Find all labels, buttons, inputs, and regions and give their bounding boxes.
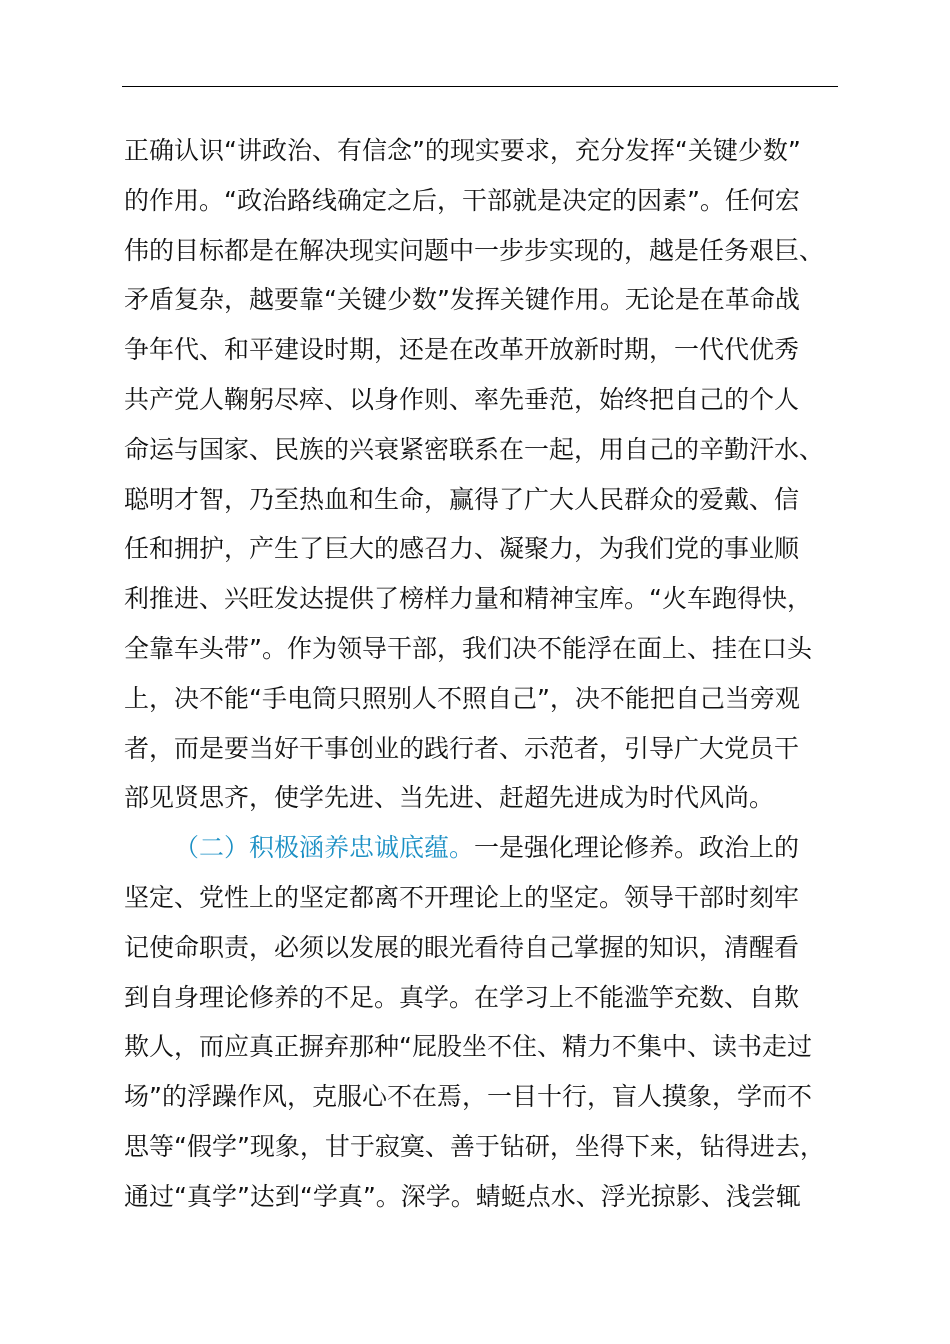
text-line: 伟的目标都是在解决现实问题中一步步实现的，越是任务艰巨、 [124,235,825,265]
text-line: 通过“真学”达到“学真”。深学。蜻蜓点水、浮光掠影、浅尝辄 [124,1181,801,1211]
text-line: 部见贤思齐，使学先进、当先进、赶超先进成为时代风尚。 [124,783,775,813]
paragraph-1 [124,126,844,823]
text-line: 到自身理论修养的不足。真学。在学习上不能滥竽充数、自欺 [124,982,800,1012]
text-line: 聪明才智，乃至热血和生命，赢得了广大人民群众的爱戴、信 [124,484,800,514]
text-line: 矛盾复杂，越要靠“关键少数”发挥关键作用。无论是在革命战 [124,285,800,315]
header-rule [122,86,838,87]
text-line: 的作用。“政治路线确定之后，干部就是决定的因素”。任何宏 [124,185,800,215]
text-line: 上，决不能“手电筒只照别人不照自己”，决不能把自己当旁观 [124,683,800,713]
text-line: 思等“假学”现象，甘于寂寞、善于钻研，坐得下来，钻得进去， [124,1131,825,1161]
text-line: 坚定、党性上的坚定都离不开理论上的坚定。领导干部时刻牢 [124,882,800,912]
section-heading: （二）积极涵养忠诚底蕴。 [174,833,475,863]
text-line: 命运与国家、民族的兴衰紧密联系在一起，用自己的辛勤汗水、 [124,434,825,464]
text-line: 争年代、和平建设时期，还是在改革开放新时期，一代代优秀 [124,335,800,365]
paragraph-first-line [124,823,844,873]
text-line: 全靠车头带”。作为领导干部，我们决不能浮在面上、挂在口头 [124,633,812,663]
text-line: 记使命职责，必须以发展的眼光看待自己掌握的知识，清醒看 [124,932,800,962]
paragraph-2 [124,823,844,1221]
body-text [124,126,844,1222]
text-line: 场”的浮躁作风，克服心不在焉，一目十行，盲人摸象，学而不 [124,1082,812,1112]
first-line-text: 一是强化理论修养。政治上的 [474,833,800,863]
text-line: 任和拥护，产生了巨大的感召力、凝聚力，为我们党的事业顺 [124,534,800,564]
text-line: 欺人，而应真正摒弃那种“屁股坐不住、精力不集中、读书走过 [124,1032,812,1062]
text-line: 利推进、兴旺发达提供了榜样力量和精神宝库。“火车跑得快， [124,584,812,614]
text-line: 共产党人鞠躬尽瘁、以身作则、率先垂范，始终把自己的个人 [124,384,800,414]
text-line: 正确认识“讲政治、有信念”的现实要求，充分发挥“关键少数” [124,136,801,165]
text-line: 者，而是要当好干事创业的践行者、示范者，引导广大党员干 [124,733,800,763]
